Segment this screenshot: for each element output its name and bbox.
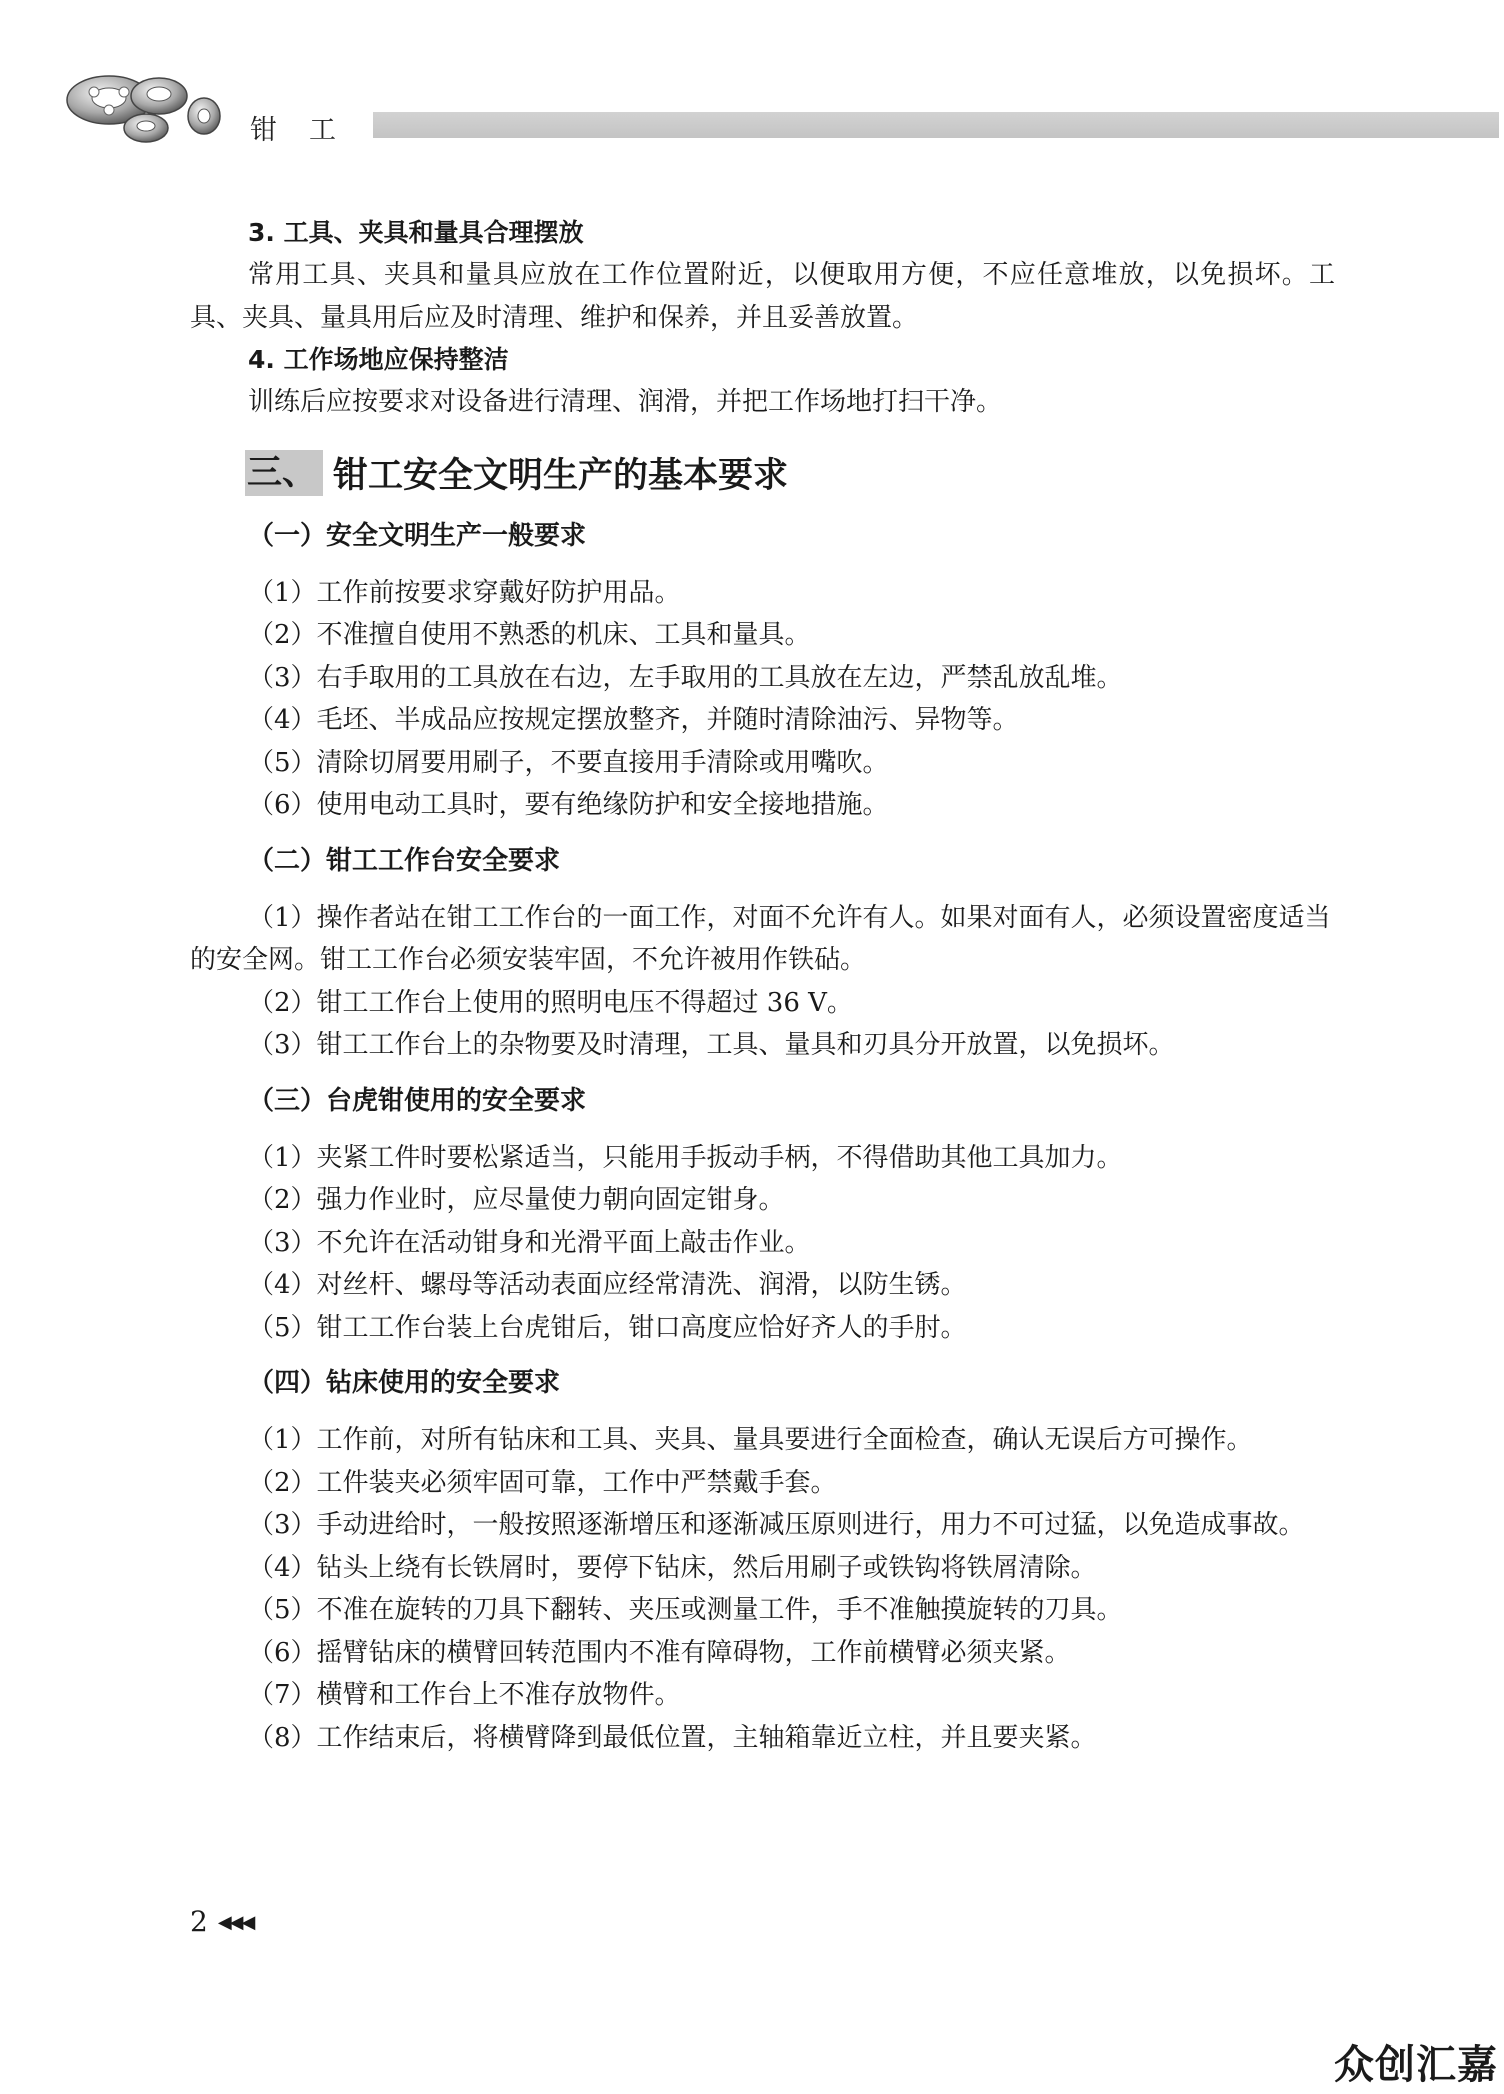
- page-arrows-icon: ◀◀◀: [217, 1912, 254, 1933]
- subsection-title: （四）钻床使用的安全要求: [248, 1368, 561, 1398]
- list-item: （3）手动进给时，一般按照逐渐增压和逐渐减压原则进行，用力不可过猛，以免造成事故。: [248, 1510, 1305, 1540]
- section-title: 钳工安全文明生产的基本要求: [333, 455, 789, 496]
- section-heading: [245, 450, 1335, 496]
- page-footer: [190, 1905, 253, 1938]
- list-item: （1）夹紧工件时要松紧适当，只能用手扳动手柄，不得借助其他工具加力。: [248, 1142, 1123, 1173]
- list-item: （3）钳工工作台上的杂物要及时清理，工具、量具和刃具分开放置，以免损坏。: [248, 1030, 1175, 1060]
- subsection-title: （二）钳工工作台安全要求: [248, 845, 561, 876]
- subsection-title: （一）安全文明生产一般要求: [248, 520, 587, 551]
- chapter-title: [250, 108, 338, 147]
- chapter-title-char: 钳: [250, 115, 279, 146]
- list-item: （2）钳工工作台上使用的照明电压不得超过 36 V。: [248, 987, 853, 1018]
- list-item: （2）工件装夹必须牢固可靠，工作中严禁戴手套。: [248, 1467, 837, 1498]
- page-number: 2: [190, 1905, 208, 1938]
- list-item: （5）不准在旋转的刀具下翻转、夹压或测量工件，手不准触摸旋转的刀具。: [248, 1595, 1123, 1625]
- list-item: （8）工作结束后，将横臂降到最低位置，主轴箱靠近立柱，并且要夹紧。: [248, 1722, 1097, 1753]
- header-bar: [373, 112, 1499, 138]
- list-item: （7）横臂和工作台上不准存放物件。: [248, 1680, 681, 1710]
- list-item: （6）摇臂钻床的横臂回转范围内不准有障碍物，工作前横臂必须夹紧。: [248, 1637, 1071, 1668]
- list-item: （4）毛坯、半成品应按规定摆放整齐，并随时清除油污、异物等。: [248, 705, 1019, 735]
- paragraph: 训练后应按要求对设备进行清理、润滑，并把工作场地打扫干净。: [248, 387, 1003, 417]
- list-item: （4）钻头上绕有长铁屑时，要停下钻床，然后用刷子或铁钩将铁屑清除。: [248, 1552, 1097, 1583]
- chapter-title-char: 工: [309, 115, 338, 146]
- list-item: （1）操作者站在钳工工作台的一面工作，对面不允许有人。如果对面有人，必须设置密度适当的安全网。钳工工作台必须安装牢固，不允许被用作铁砧。: [190, 902, 1331, 975]
- list-item: （6）使用电动工具时，要有绝缘防护和安全接地措施。: [248, 790, 889, 820]
- subsection-title: （三）台虎钳使用的安全要求: [248, 1085, 587, 1116]
- list-item: （3）右手取用的工具放在右边，左手取用的工具放在左边，严禁乱放乱堆。: [248, 662, 1123, 693]
- list-item: （1）工作前按要求穿戴好防护用品。: [248, 577, 681, 608]
- watermark: 众创汇嘉: [1334, 2042, 1498, 2088]
- subheading: 4. 工作场地应保持整洁: [248, 345, 509, 374]
- page-content: [190, 212, 1335, 1759]
- list-item: （1）工作前，对所有钻床和工具、夹具、量具要进行全面检查，确认无误后方可操作。: [248, 1425, 1253, 1455]
- list-item: （2）强力作业时，应尽量使力朝向固定钳身。: [248, 1185, 785, 1215]
- paragraph: 常用工具、夹具和量具应放在工作位置附近，以便取用方便，不应任意堆放，以免损坏。工具、夹具、量具用后应及时清理、维护和保养，并且妥善放置。: [190, 260, 1335, 333]
- section-number: 三、: [245, 450, 323, 496]
- list-item: （5）钳工工作台装上台虎钳后，钳口高度应恰好齐人的手肘。: [248, 1312, 967, 1343]
- list-item: （4）对丝杆、螺母等活动表面应经常清洗、润滑，以防生锈。: [248, 1270, 967, 1300]
- list-item: （2）不准擅自使用不熟悉的机床、工具和量具。: [248, 620, 811, 650]
- threading-dies-icon: [64, 70, 244, 150]
- subheading: 3. 工具、夹具和量具合理摆放: [248, 218, 584, 247]
- list-item: （3）不允许在活动钳身和光滑平面上敲击作业。: [248, 1227, 811, 1258]
- list-item: （5）清除切屑要用刷子，不要直接用手清除或用嘴吹。: [248, 747, 889, 778]
